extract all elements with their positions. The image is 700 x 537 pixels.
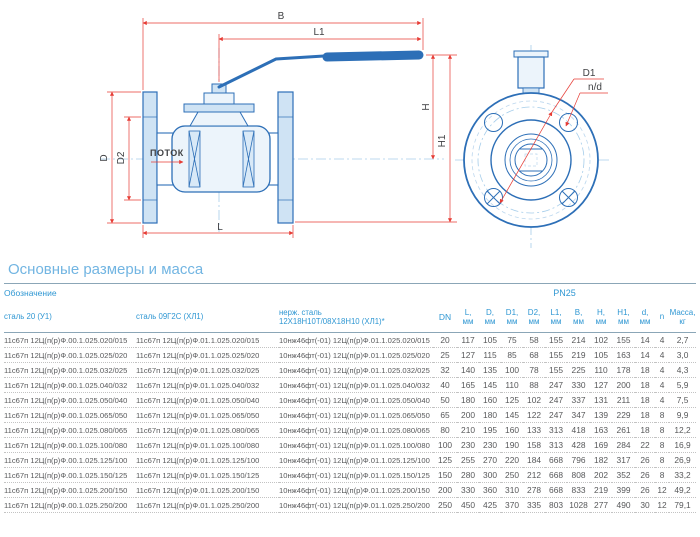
value-cell: 211	[612, 393, 635, 408]
value-cell: 79,1	[669, 498, 696, 513]
value-cell: 2,7	[676, 335, 689, 345]
value-cell: 88	[523, 378, 545, 393]
value-cell: 40	[433, 378, 457, 393]
value-cell: 200	[433, 483, 457, 498]
designation-cell: 10нж46фт(-01) 12Ц(п(р)Ф.01.1.025.065/050	[279, 408, 433, 423]
table-row	[4, 483, 696, 498]
value-cell: 18	[635, 378, 655, 393]
value-cell: 425	[479, 498, 501, 513]
value-cell: 122	[523, 408, 545, 423]
designation-cell: 11с67п 12Ц(п(р)Ф.00.1.025.200/150	[4, 483, 136, 498]
value-cell: 313	[545, 438, 567, 453]
value-cell: 30	[635, 498, 655, 513]
value-cell: 155	[545, 363, 567, 378]
valve-side-view	[143, 55, 419, 223]
table-row	[4, 408, 696, 423]
value-cell: 230	[457, 438, 479, 453]
table-row	[4, 393, 696, 408]
value-cell: 58	[529, 335, 539, 345]
value-cell: 18	[635, 393, 655, 408]
value-cell: 25	[433, 348, 457, 363]
designation-cell: 11с67п 12Ц(п(р)Ф.01.1.025.150/125	[136, 468, 279, 483]
value-cell: 145	[501, 408, 523, 423]
designation-cell: 11с67п 12Ц(п(р)Ф.01.1.025.040/032	[136, 378, 279, 393]
value-cell: 18	[635, 363, 655, 378]
designation-cell: 11с67п 12Ц(п(р)Ф.00.1.025.025/020	[4, 348, 136, 363]
value-cell: 105	[483, 335, 498, 345]
value-cell: 4	[655, 378, 669, 393]
designation-cell: 11с67п 12Ц(п(р)Ф.00.1.025.100/080	[4, 438, 136, 453]
value-cell: 225	[567, 363, 590, 378]
value-cell: 247	[545, 393, 567, 408]
value-cell: 12	[655, 483, 669, 498]
value-cell: 229	[612, 408, 635, 423]
column-header: D2, мм	[523, 303, 545, 333]
table-row	[4, 348, 696, 363]
value-cell: 26	[635, 483, 655, 498]
value-cell: 127	[457, 348, 479, 363]
value-cell: 85	[501, 348, 523, 363]
value-cell: 833	[567, 483, 590, 498]
valve-front-view	[464, 51, 608, 227]
value-cell: 803	[545, 498, 567, 513]
value-cell: 808	[567, 468, 590, 483]
value-cell: 165	[457, 378, 479, 393]
value-cell: 284	[612, 438, 635, 453]
value-cell: 200	[457, 408, 479, 423]
value-cell: 796	[567, 453, 590, 468]
dim-label-D: D	[99, 154, 110, 162]
column-header: H, мм	[590, 303, 612, 333]
column-header: n	[655, 303, 669, 333]
designation-cell: 10нж46фт(-01) 12Ц(п(р)Ф.01.1.025.080/065	[279, 423, 433, 438]
designation-cell: 11с67п 12Ц(п(р)Ф.01.1.025.100/080	[136, 438, 279, 453]
value-cell: 145	[479, 378, 501, 393]
value-cell: 150	[433, 468, 457, 483]
material-header-steel20: сталь 20 (У1)	[4, 303, 136, 333]
value-cell: 49,2	[669, 483, 696, 498]
value-cell: 68	[523, 348, 545, 363]
value-cell: 102	[523, 393, 545, 408]
value-cell: 26	[635, 453, 655, 468]
value-cell: 261	[612, 423, 635, 438]
value-cell: 22	[635, 438, 655, 453]
material-header-stainless: нерж. сталь 12Х18Н10Т/08Х18Н10 (ХЛ1)*	[279, 303, 433, 333]
designation-cell: 11с67п 12Ц(п(р)Ф.01.1.025.032/025	[136, 363, 279, 378]
designation-cell: 10нж46фт(-01) 12Ц(п(р)Ф.01.1.025.150/125	[279, 468, 433, 483]
value-cell: 668	[545, 468, 567, 483]
material-header-steel09g2s: сталь 09Г2С (ХЛ1)	[136, 303, 279, 333]
value-cell: 4	[655, 363, 669, 378]
value-cell: 4	[659, 335, 665, 345]
dim-label-nd: n/d	[588, 82, 602, 93]
value-cell: 278	[523, 483, 545, 498]
table-row	[4, 423, 696, 438]
designation-cell: 11с67п 12Ц(п(р)Ф.01.1.025.125/100	[136, 453, 279, 468]
value-cell: 16,9	[669, 438, 696, 453]
value-cell: 8	[655, 408, 669, 423]
table-row	[4, 438, 696, 453]
value-cell: 490	[612, 498, 635, 513]
value-cell: 155	[616, 335, 631, 345]
value-cell: 110	[501, 378, 523, 393]
designation-cell: 10нж46фт(-01) 12Ц(п(р)Ф.01.1.025.025/020	[279, 348, 433, 363]
value-cell: 255	[457, 453, 479, 468]
value-cell: 317	[612, 453, 635, 468]
designation-cell: 11с67п 12Ц(п(р)Ф.00.1.025.020/015	[4, 335, 128, 345]
value-cell: 26	[635, 468, 655, 483]
value-cell: 100	[433, 438, 457, 453]
value-cell: 220	[501, 453, 523, 468]
value-cell: 5,9	[669, 378, 696, 393]
value-cell: 127	[590, 378, 612, 393]
value-cell: 399	[612, 483, 635, 498]
value-cell: 335	[523, 498, 545, 513]
value-cell: 65	[433, 408, 457, 423]
value-cell: 12,2	[669, 423, 696, 438]
value-cell: 125	[501, 393, 523, 408]
value-cell: 212	[523, 468, 545, 483]
designation-cell: 11с67п 12Ц(п(р)Ф.00.1.025.150/125	[4, 468, 136, 483]
value-cell: 3,0	[669, 348, 696, 363]
table-row	[4, 333, 696, 348]
column-header-row	[4, 303, 696, 333]
value-cell: 4	[655, 348, 669, 363]
value-cell: 195	[479, 423, 501, 438]
dimensions-table	[4, 283, 696, 513]
value-cell: 135	[479, 363, 501, 378]
value-cell: 75	[507, 335, 517, 345]
designation-cell: 11с67п 12Ц(п(р)Ф.00.1.025.050/040	[4, 393, 136, 408]
designation-cell: 10нж46фт(-01) 12Ц(п(р)Ф.01.1.025.125/100	[279, 453, 433, 468]
designation-cell: 11с67п 12Ц(п(р)Ф.00.1.025.080/065	[4, 423, 136, 438]
value-cell: 163	[612, 348, 635, 363]
designation-cell: 11с67п 12Ц(п(р)Ф.01.1.025.250/200	[136, 498, 279, 513]
dim-label-L1: L1	[313, 27, 325, 38]
designation-cell: 11с67п 12Ц(п(р)Ф.01.1.025.065/050	[136, 408, 279, 423]
pn25-header: PN25	[553, 288, 576, 299]
designation-cell: 11с67п 12Ц(п(р)Ф.00.1.025.125/100	[4, 453, 136, 468]
designation-cell: 10нж46фт(-01) 12Ц(п(р)Ф.01.1.025.020/015	[279, 335, 430, 345]
designation-cell: 10нж46фт(-01) 12Ц(п(р)Ф.01.1.025.100/080	[279, 438, 433, 453]
table-row	[4, 378, 696, 393]
value-cell: 131	[590, 393, 612, 408]
value-cell: 8	[655, 423, 669, 438]
column-header: L1, мм	[545, 303, 567, 333]
value-cell: 32	[433, 363, 457, 378]
value-cell: 140	[457, 363, 479, 378]
dim-label-D2: D2	[116, 151, 127, 165]
value-cell: 370	[501, 498, 523, 513]
value-cell: 360	[479, 483, 501, 498]
value-cell: 250	[501, 468, 523, 483]
value-cell: 9,9	[669, 408, 696, 423]
dimensions-table-body	[4, 333, 696, 513]
table-row	[4, 468, 696, 483]
designation-cell: 10нж46фт(-01) 12Ц(п(р)Ф.01.1.025.200/150	[279, 483, 433, 498]
value-cell: 50	[433, 393, 457, 408]
designation-header: Обозначение	[4, 288, 57, 299]
value-cell: 219	[567, 348, 590, 363]
value-cell: 184	[523, 453, 545, 468]
value-cell: 18	[635, 408, 655, 423]
designation-cell: 10нж46фт(-01) 12Ц(п(р)Ф.01.1.025.050/040	[279, 393, 433, 408]
designation-cell: 11с67п 12Ц(п(р)Ф.00.1.025.065/050	[4, 408, 136, 423]
value-cell: 8	[655, 468, 669, 483]
value-cell: 139	[590, 408, 612, 423]
value-cell: 100	[501, 363, 523, 378]
value-cell: 277	[590, 498, 612, 513]
column-header: D, мм	[479, 303, 501, 333]
designation-cell: 11с67п 12Ц(п(р)Ф.01.1.025.200/150	[136, 483, 279, 498]
value-cell: 155	[545, 348, 567, 363]
column-header: Масса, кг	[669, 303, 696, 333]
designation-cell: 10нж46фт(-01) 12Ц(п(р)Ф.01.1.025.040/032	[279, 378, 433, 393]
value-cell: 26,9	[669, 453, 696, 468]
table-row	[4, 498, 696, 513]
value-cell: 230	[479, 438, 501, 453]
section-title: Основные размеры и масса	[8, 261, 204, 278]
value-cell: 668	[545, 453, 567, 468]
designation-cell: 10нж46фт(-01) 12Ц(п(р)Ф.01.1.025.250/200	[279, 498, 433, 513]
value-cell: 300	[479, 468, 501, 483]
value-cell: 428	[567, 438, 590, 453]
value-cell: 8	[655, 453, 669, 468]
designation-cell: 10нж46фт(-01) 12Ц(п(р)Ф.01.1.025.032/025	[279, 363, 433, 378]
value-cell: 1028	[567, 498, 590, 513]
value-cell: 160	[479, 393, 501, 408]
value-cell: 102	[594, 335, 609, 345]
value-cell: 202	[590, 468, 612, 483]
value-cell: 347	[567, 408, 590, 423]
value-cell: 180	[479, 408, 501, 423]
value-cell: 330	[457, 483, 479, 498]
designation-cell: 11с67п 12Ц(п(р)Ф.01.1.025.050/040	[136, 393, 279, 408]
value-cell: 337	[567, 393, 590, 408]
value-cell: 12	[655, 498, 669, 513]
value-cell: 105	[590, 348, 612, 363]
value-cell: 330	[567, 378, 590, 393]
dim-label-B: B	[277, 11, 285, 22]
value-cell: 313	[545, 423, 567, 438]
value-cell: 7,5	[669, 393, 696, 408]
dim-label-H: H	[421, 103, 432, 111]
column-header: d, мм	[635, 303, 655, 333]
value-cell: 78	[523, 363, 545, 378]
dn-header: DN	[433, 303, 457, 333]
value-cell: 270	[479, 453, 501, 468]
column-header: B, мм	[567, 303, 590, 333]
value-cell: 668	[545, 483, 567, 498]
dim-label-L: L	[217, 222, 223, 233]
column-header: L, мм	[457, 303, 479, 333]
designation-cell: 11с67п 12Ц(п(р)Ф.01.1.025.020/015	[136, 335, 260, 345]
designation-cell: 11с67п 12Ц(п(р)Ф.01.1.025.080/065	[136, 423, 279, 438]
value-cell: 158	[523, 438, 545, 453]
value-cell: 280	[457, 468, 479, 483]
value-cell: 115	[479, 348, 501, 363]
value-cell: 210	[457, 423, 479, 438]
value-cell: 219	[590, 483, 612, 498]
value-cell: 33,2	[669, 468, 696, 483]
value-cell: 20	[440, 335, 450, 345]
value-cell: 125	[433, 453, 457, 468]
value-cell: 250	[433, 498, 457, 513]
value-cell: 247	[545, 378, 567, 393]
value-cell: 8	[655, 438, 669, 453]
value-cell: 155	[549, 335, 564, 345]
value-cell: 214	[571, 335, 586, 345]
table-row	[4, 453, 696, 468]
value-cell: 169	[590, 438, 612, 453]
value-cell: 117	[461, 335, 475, 345]
designation-cell: 11с67п 12Ц(п(р)Ф.00.1.025.040/032	[4, 378, 136, 393]
value-cell: 18	[635, 423, 655, 438]
value-cell: 80	[433, 423, 457, 438]
value-cell: 182	[590, 453, 612, 468]
value-cell: 14	[635, 348, 655, 363]
designation-cell: 11с67п 12Ц(п(р)Ф.00.1.025.032/025	[4, 363, 136, 378]
designation-cell: 11с67п 12Ц(п(р)Ф.00.1.025.250/200	[4, 498, 136, 513]
dim-label-H1: H1	[437, 134, 448, 148]
value-cell: 110	[590, 363, 612, 378]
value-cell: 163	[590, 423, 612, 438]
value-cell: 178	[612, 363, 635, 378]
value-cell: 200	[612, 378, 635, 393]
designation-cell: 11с67п 12Ц(п(р)Ф.01.1.025.025/020	[136, 348, 279, 363]
value-cell: 352	[612, 468, 635, 483]
value-cell: 160	[501, 423, 523, 438]
valve-drawing	[0, 0, 700, 258]
column-header: H1, мм	[612, 303, 635, 333]
dim-label-D1: D1	[582, 68, 596, 79]
value-cell: 310	[501, 483, 523, 498]
value-cell: 247	[545, 408, 567, 423]
value-cell: 418	[567, 423, 590, 438]
column-header: D1, мм	[501, 303, 523, 333]
table-row	[4, 363, 696, 378]
value-cell: 190	[501, 438, 523, 453]
value-cell: 4	[655, 393, 669, 408]
value-cell: 14	[640, 335, 650, 345]
value-cell: 450	[457, 498, 479, 513]
flow-label: ПОТОК	[150, 148, 184, 158]
value-cell: 180	[457, 393, 479, 408]
value-cell: 133	[523, 423, 545, 438]
value-cell: 4,3	[669, 363, 696, 378]
